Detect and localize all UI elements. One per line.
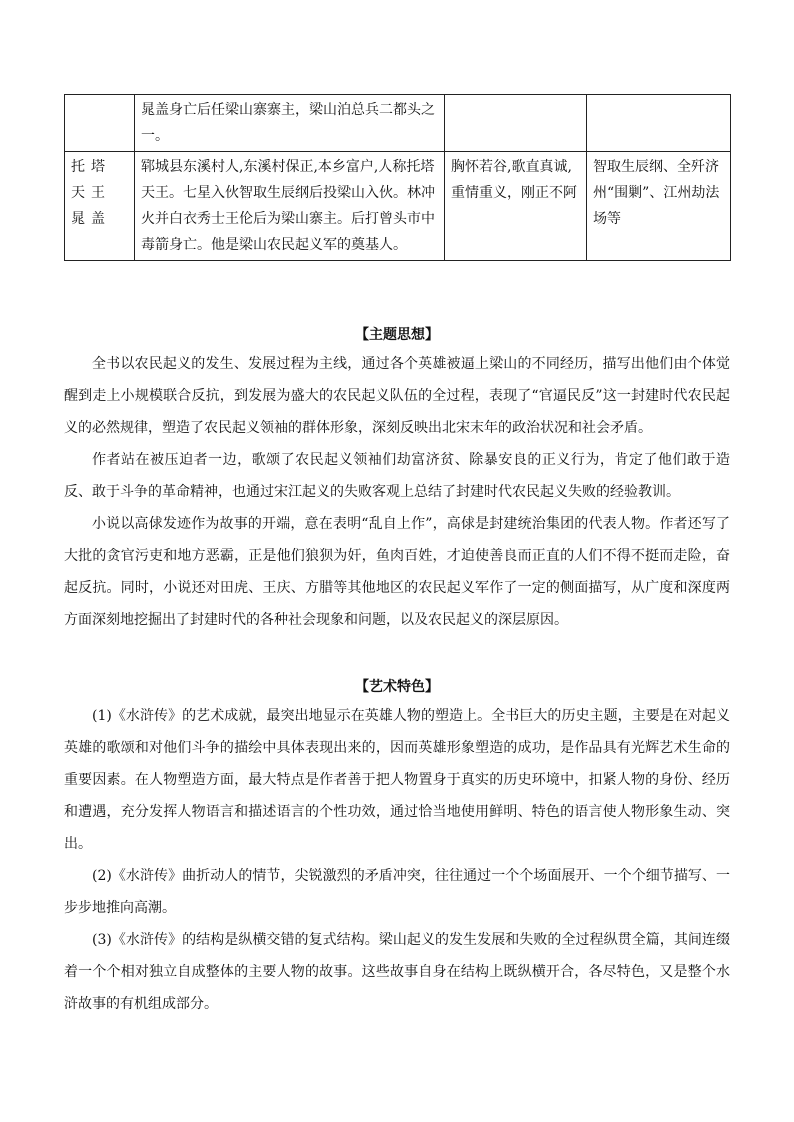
art-paragraph: (3)《水浒传》的结构是纵横交错的复式结构。梁山起义的发生发展和失败的全过程纵贯全篇，其间连缀着一个个相对独立自成整体的主要人物的故事。这些故事自身在结构上既纵横开合，各尽特色，又是整个水浒故事的有机组成部分。: [64, 932, 730, 1012]
table-row: [65, 95, 731, 152]
theme-paragraph: 小说以高俅发迹作为故事的开端，意在表明“乱自上作”，高俅是封建统治集团的代表人物。作者还写了大批的贪官污吏和地方恶霸，正是他们狼狈为奸，鱼肉百姓，才迫使善良而正直的人们不得不挺而走险，奋起反抗。同时，小说还对田虎、王庆、方腊等其他地区的农民起义军作了一定的侧面描写，从广度和深度两方面深刻地挖掘出了封建时代的各种社会现象和问题，以及农民起义的深层原因。: [64, 516, 730, 628]
character-table: [64, 94, 731, 261]
character-name: 托塔天王晁盖: [65, 152, 135, 261]
theme-paragraph: 作者站在被压迫者一边，歌颂了农民起义领袖们劫富济贫、除暴安良的正义行为，肯定了他们敢于造反、敢于斗争的革命精神，也通过宋江起义的失败客观上总结了封建时代农民起义失败的经验教训。: [64, 452, 730, 500]
character-traits: 胸怀若谷,歌直真诚,重情重义，刚正不阿: [445, 152, 587, 261]
art-body: [64, 700, 730, 1020]
theme-heading: 【主题思想】: [355, 327, 439, 343]
character-traits: [445, 95, 587, 152]
art-paragraph: (2)《水浒传》曲折动人的情节，尖锐激烈的矛盾冲突，往往通过一个个场面展开、一个个细节描写、一步步地推向高潮。: [64, 868, 730, 916]
table-row: [65, 152, 731, 261]
character-bio: 郓城县东溪村人,东溪村保正,本乡富户,人称托塔天王。七星入伙智取生辰纲后投梁山入伙。林冲火并白衣秀士王伦后为梁山寨主。后打曾头市中毒箭身亡。他是梁山农民起义军的奠基人。: [135, 152, 445, 261]
theme-body: [64, 348, 730, 636]
character-bio: 晁盖身亡后任梁山寨寨主，梁山泊总兵二都头之一。: [135, 95, 445, 152]
theme-paragraph: 全书以农民起义的发生、发展过程为主线，通过各个英雄被逼上梁山的不同经历，描写出他们由个体觉醒到走上小规模联合反抗，到发展为盛大的农民起义队伍的全过程，表现了“官逼民反”这一封建时代农民起义的必然规律，塑造了农民起义领袖的群体形象，深刻反映出北宋末年的政治状况和社会矛盾。: [64, 356, 730, 436]
character-events: [587, 95, 731, 152]
character-name: [65, 95, 135, 152]
art-paragraph: (1)《水浒传》的艺术成就，最突出地显示在英雄人物的塑造上。全书巨大的历史主题，主要是在对起义英雄的歌颂和对他们斗争的描绘中具体表现出来的，因而英雄形象塑造的成功，是作品具有光辉艺术生命的重要因素。在人物塑造方面，最大特点是作者善于把人物置身于真实的历史环境中，扣紧人物的身份、经历和遭遇，充分发挥人物语言和描述语言的个性功效，通过恰当地使用鲜明、特色的语言使人物形象生动、突出。: [64, 708, 730, 852]
art-heading: 【艺术特色】: [355, 679, 439, 695]
character-events: 智取生辰纲、全歼济州“围剿”、江州劫法场等: [587, 152, 731, 261]
